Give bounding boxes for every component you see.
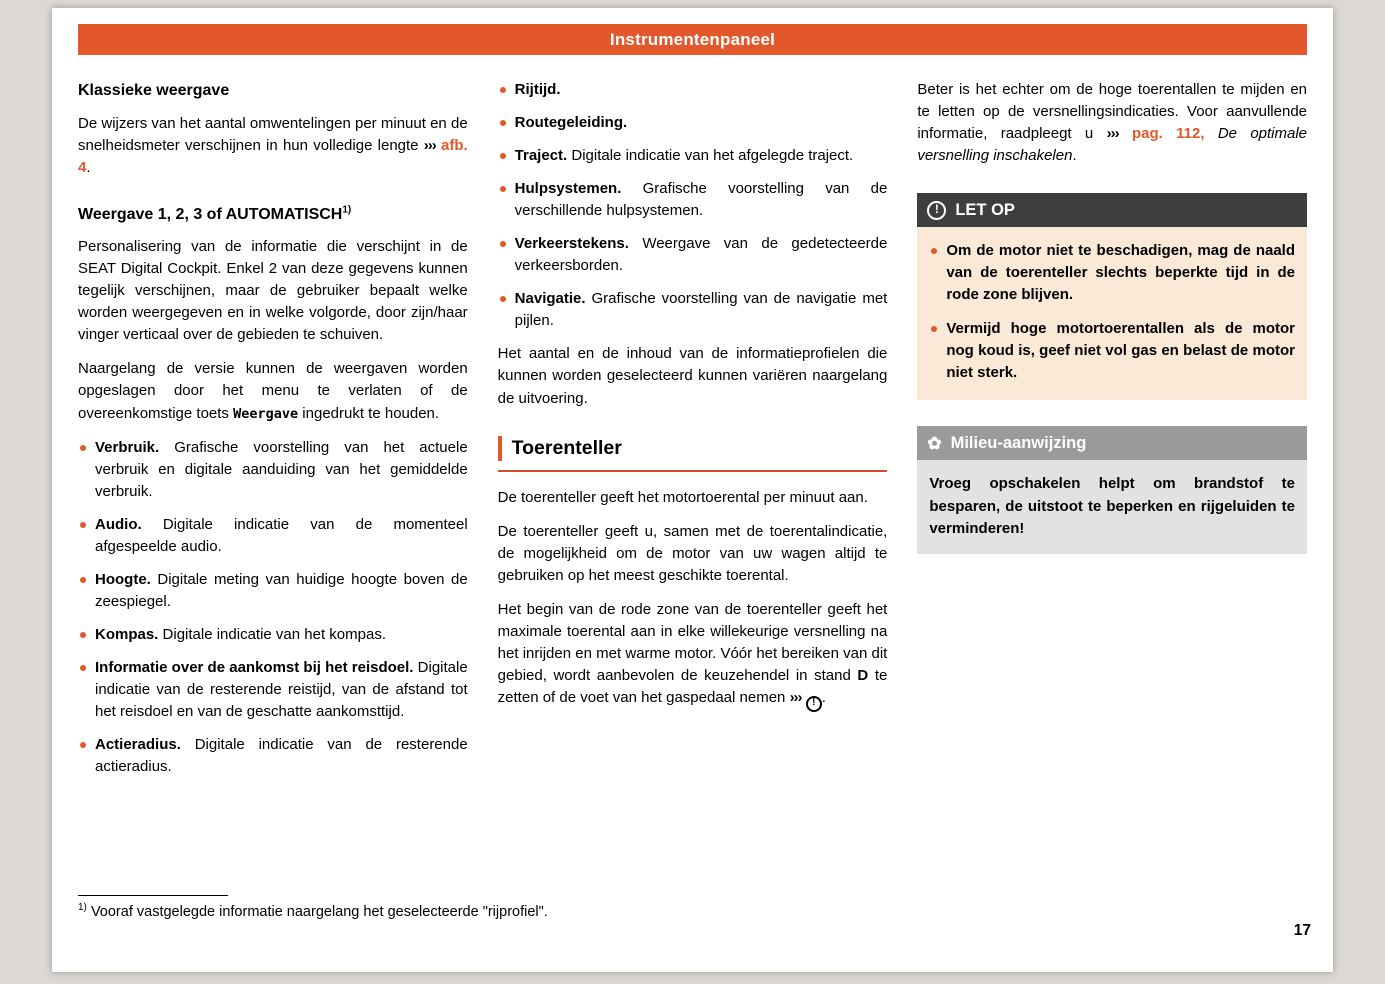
- text-run: .: [821, 689, 826, 707]
- column-1: [78, 79, 468, 789]
- list-item: [498, 145, 888, 167]
- eco-box-title: Milieu-aanwijzing: [950, 434, 1087, 453]
- section-heading-toerenteller: [498, 436, 888, 472]
- list-item-term: Verbruik.: [95, 438, 160, 456]
- heading-klassieke-weergave: Klassieke weergave: [78, 82, 230, 99]
- column-3: [917, 79, 1307, 554]
- text-run: .: [1072, 147, 1077, 165]
- text-run: te zetten of de voet van het gaspedaal nemen: [497, 667, 888, 707]
- manual-page: [52, 8, 1333, 972]
- text-run: ingedrukt te houden.: [302, 404, 440, 422]
- list-item: [498, 112, 888, 134]
- list-item-term: Hulpsystemen.: [514, 180, 622, 198]
- eco-box-header: [917, 426, 1307, 460]
- paragraph: Het aantal en de inhoud van de informatieprofielen die kunnen worden geselecteerd kunnen variëren naargelang de uitvoering.: [497, 345, 888, 407]
- list-item-term: Rijtijd.: [514, 81, 561, 98]
- list-item: [78, 437, 468, 503]
- list-item-term: Routegeleiding.: [514, 114, 628, 132]
- list-item: [929, 240, 1295, 306]
- warning-icon: [927, 201, 946, 220]
- figure-reference-link[interactable]: afb. 4: [78, 136, 468, 176]
- chevrons: ›››: [423, 136, 436, 154]
- warning-box-title: LET OP: [955, 201, 1015, 220]
- flower-icon: ✿: [927, 433, 942, 453]
- list-item-text: Digitale indicatie van de resterende reistijd, van de afstand tot het reisdoel en van de geschatte aankomsttijd.: [95, 658, 468, 721]
- eco-box-body: [917, 460, 1307, 553]
- warning-box: [917, 193, 1307, 400]
- list-item-term: Kompas.: [95, 625, 159, 643]
- paragraph: Personalisering van de informatie die verschijnt in de SEAT Digital Cockpit. Enkel 2 van deze gegevens kunnen tegelijk verschijnen, maar de gebruiker bepaalt welke worden weergegeven en in welke volgorde, door zijn/haar vinger verticaal over de gebieden te schuiven.: [78, 238, 468, 344]
- eco-note-box: [917, 426, 1307, 553]
- chevrons: ›››: [789, 689, 802, 707]
- footnote-marker: 1): [78, 902, 87, 914]
- chevrons: ›››: [1106, 125, 1119, 143]
- column-2: [498, 79, 888, 724]
- warning-box-header: [917, 193, 1307, 227]
- gear-position-key: D: [857, 667, 869, 685]
- text-run: Het begin van de rode zone van de toerenteller geeft het maximale toerental aan in elke willekeurige versnelling na het inrijden en met warme motor. Vóór het bereiken van dit gebied, wordt aanbevolen de keuzehendel in stand: [497, 601, 888, 685]
- section-title: Toerenteller: [498, 436, 622, 461]
- text-run: De wijzers van het aantal omwentelingen per minuut en de snelheidsmeter verschijnen in hun volledige lengte: [78, 114, 468, 154]
- list-item-text: Digitale indicatie van het afgelegde traject.: [571, 147, 854, 165]
- paragraph: [78, 358, 468, 424]
- list-item-term: Traject.: [514, 147, 568, 165]
- chapter-title-italic: De optimale versnelling inschakelen: [917, 125, 1308, 165]
- list-item-text: Vermijd hoge motortoerentallen als de motor nog koud is, geef niet vol gas en belast de motor niet sterk.: [946, 320, 1296, 382]
- list-item-text: Digitale meting van huidige hoogte boven de zeespiegel.: [95, 570, 468, 610]
- footnote-divider: [78, 895, 228, 896]
- paragraph: De toerenteller geeft het motortoerental per minuut aan.: [497, 488, 868, 506]
- warning-box-body: [917, 227, 1307, 400]
- page-reference-link[interactable]: pag. 112,: [1131, 125, 1205, 143]
- list-item-term: Navigatie.: [514, 290, 586, 308]
- list-item-text: Weergave van de gedetecteerde verkeersborden.: [514, 235, 888, 275]
- text-run: .: [86, 158, 91, 176]
- paragraph: [78, 113, 468, 179]
- list-item: [78, 514, 468, 558]
- list-item-term: Informatie over de aankomst bij het reisdoel.: [95, 658, 414, 676]
- list-item-text: Digitale indicatie van de momenteel afgespeelde audio.: [95, 515, 468, 555]
- list-item: [498, 178, 888, 222]
- heading-text: Weergave 1, 2, 3 of AUTOMATISCH: [78, 205, 343, 223]
- footnote-text: Vooraf vastgelegde informatie naargelang het geselecteerde "rijprofiel".: [90, 904, 548, 920]
- eco-box-text: Vroeg opschakelen helpt om brandstof te besparen, de uitstoot te beperken en rijgeluiden te verminderen!: [929, 475, 1296, 537]
- list-item-term: Audio.: [95, 515, 142, 533]
- list-item-term: Verkeerstekens.: [514, 235, 629, 253]
- text-run: Naargelang de versie kunnen de weergaven worden opgeslagen door het menu te verlaten of de overeenkomstige toets: [78, 360, 468, 422]
- list-item: [498, 79, 888, 101]
- list-item-text: Digitale indicatie van de resterende actieradius.: [95, 736, 468, 776]
- list-item: [929, 318, 1295, 384]
- list-item-term: Hoogte.: [95, 570, 151, 588]
- weergave-button-key: Weergave: [233, 405, 299, 422]
- list-item-text: Digitale indicatie van het kompas.: [162, 625, 386, 643]
- list-item: [78, 624, 468, 646]
- list-item-text: Grafische voorstelling van het actuele verbruik en digitale aanduiding van het gemiddelde verbruik.: [95, 438, 468, 500]
- footnote-text-line: [78, 904, 698, 920]
- paragraph: [498, 599, 888, 712]
- caution-reference-icon: [806, 696, 822, 712]
- text-run: Beter is het echter om de hoge toerentallen te mijden en te letten op de versnellingsindicaties. Voor aanvullende informatie, raadpleegt u: [917, 81, 1308, 143]
- paragraph: De toerenteller geeft u, samen met de toerentalindicatie, de mogelijkheid om de motor van uw wagen altijd te gebruiken op het meest geschikte toerental.: [497, 522, 888, 585]
- list-item-text: Grafische voorstelling van de verschillende hulpsystemen.: [514, 180, 888, 220]
- list-item-text: Grafische voorstelling van de navigatie met pijlen.: [514, 290, 888, 330]
- footnote-marker-ref: 1): [342, 204, 352, 216]
- list-item-term: Actieradius.: [95, 736, 181, 754]
- page-number: 17: [1293, 922, 1311, 939]
- page-header-bar: Instrumentenpaneel: [78, 24, 1307, 55]
- list-item: [498, 233, 888, 277]
- list-item: [78, 657, 468, 723]
- warning-glyph: !: [934, 202, 939, 217]
- list-item-text: Om de motor niet te beschadigen, mag de naald van de toerenteller slechts beperkte tijd in de rode zone blijven.: [946, 242, 1296, 304]
- list-item: [78, 734, 468, 778]
- paragraph: [917, 79, 1307, 167]
- warning-glyph: !: [812, 697, 816, 709]
- list-item: [78, 569, 468, 613]
- content-columns: [52, 55, 1333, 789]
- footnote: [78, 895, 698, 920]
- list-item: [498, 288, 888, 332]
- heading-weergave-automatisch: [78, 203, 468, 227]
